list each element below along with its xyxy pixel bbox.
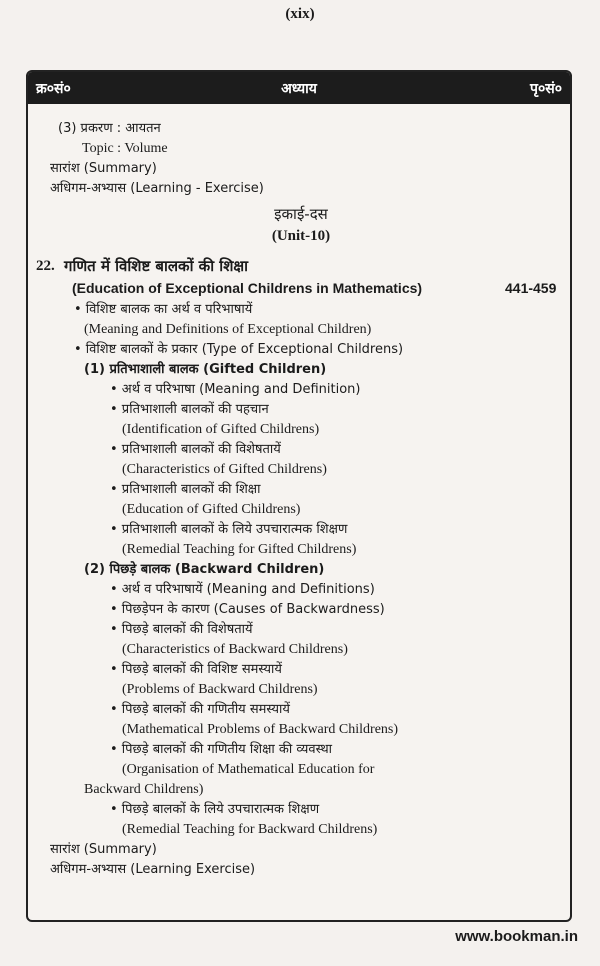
table-header <box>28 72 570 104</box>
list-item: (Characteristics of Gifted Childrens) <box>122 462 327 477</box>
list-item: (Education of Gifted Childrens) <box>122 502 301 517</box>
list-item: • प्रतिभाशाली बालकों के लिये उपचारात्मक शिक्षण <box>110 522 348 537</box>
list-item: • विशिष्ट बालकों के प्रकार (Type of Exceptional Childrens) <box>74 342 404 357</box>
chapter-title-english: (Education of Exceptional Childrens in Mathematics) <box>72 280 423 296</box>
list-item: • अर्थ व परिभाषायें (Meaning and Definitions) <box>110 582 375 597</box>
list-item: (Characteristics of Backward Childrens) <box>122 642 348 657</box>
summary-line: सारांश (Summary) <box>50 161 157 176</box>
exercise-line: अधिगम-अभ्यास (Learning Exercise) <box>50 862 256 877</box>
chapter-pages: 441-459 <box>505 280 557 296</box>
summary-line: सारांश (Summary) <box>50 842 157 857</box>
list-item: • प्रतिभाशाली बालकों की विशेषतायें <box>110 442 281 457</box>
list-item: (Meaning and Definitions of Exceptional Children) <box>84 322 372 337</box>
list-item: • प्रतिभाशाली बालकों की पहचान <box>110 402 269 417</box>
list-item: • पिछड़े बालकों के लिये उपचारात्मक शिक्षण <box>110 802 320 817</box>
list-item: (Identification of Gifted Childrens) <box>122 422 320 437</box>
page-number: (xix) <box>285 6 315 22</box>
chapter-title-hindi: गणित में विशिष्ट बालकों की शिक्षा <box>64 257 249 275</box>
list-item: (Mathematical Problems of Backward Childrens) <box>122 722 399 737</box>
list-item: (Organisation of Mathematical Education for <box>122 762 375 777</box>
list-item: • पिछड़े बालकों की विशिष्ट समस्यायें <box>110 662 282 677</box>
list-item: • विशिष्ट बालक का अर्थ व परिभाषायें <box>74 302 253 317</box>
topic-hindi: (3) प्रकरण : आयतन <box>58 121 161 136</box>
website-link[interactable]: www.bookman.in <box>455 928 578 945</box>
list-item: • पिछड़ेपन के कारण (Causes of Backwardness) <box>110 602 385 617</box>
list-item: (Problems of Backward Childrens) <box>122 682 318 697</box>
unit-title-english: (Unit-10) <box>271 228 331 244</box>
list-item: • अर्थ व परिभाषा (Meaning and Definition) <box>110 382 361 397</box>
chapter-number: 22. <box>36 258 55 274</box>
list-item: (Remedial Teaching for Backward Childrens) <box>122 822 378 837</box>
contents-table <box>26 70 572 922</box>
list-item: • पिछड़े बालकों की विशेषतायें <box>110 622 253 637</box>
list-item: Backward Childrens) <box>84 782 204 797</box>
exercise-line: अधिगम-अभ्यास (Learning - Exercise) <box>50 181 264 196</box>
header-page-no: पृ०सं० <box>530 81 562 97</box>
topic-english: Topic : Volume <box>82 141 168 156</box>
header-chapter: अध्याय <box>281 81 317 97</box>
section-heading-gifted: (1) प्रतिभाशाली बालक (Gifted Children) <box>84 362 327 377</box>
list-item: • प्रतिभाशाली बालकों की शिक्षा <box>110 482 261 497</box>
list-item: • पिछड़े बालकों की गणितीय समस्यायें <box>110 702 290 717</box>
section-heading-backward: (2) पिछड़े बालक (Backward Children) <box>84 562 325 577</box>
list-item: • पिछड़े बालकों की गणितीय शिक्षा की व्यवस्था <box>110 742 333 757</box>
list-item: (Remedial Teaching for Gifted Childrens) <box>122 542 357 557</box>
unit-title-hindi: इकाई-दस <box>274 205 328 223</box>
header-sr-no: क्र०सं० <box>36 81 71 97</box>
